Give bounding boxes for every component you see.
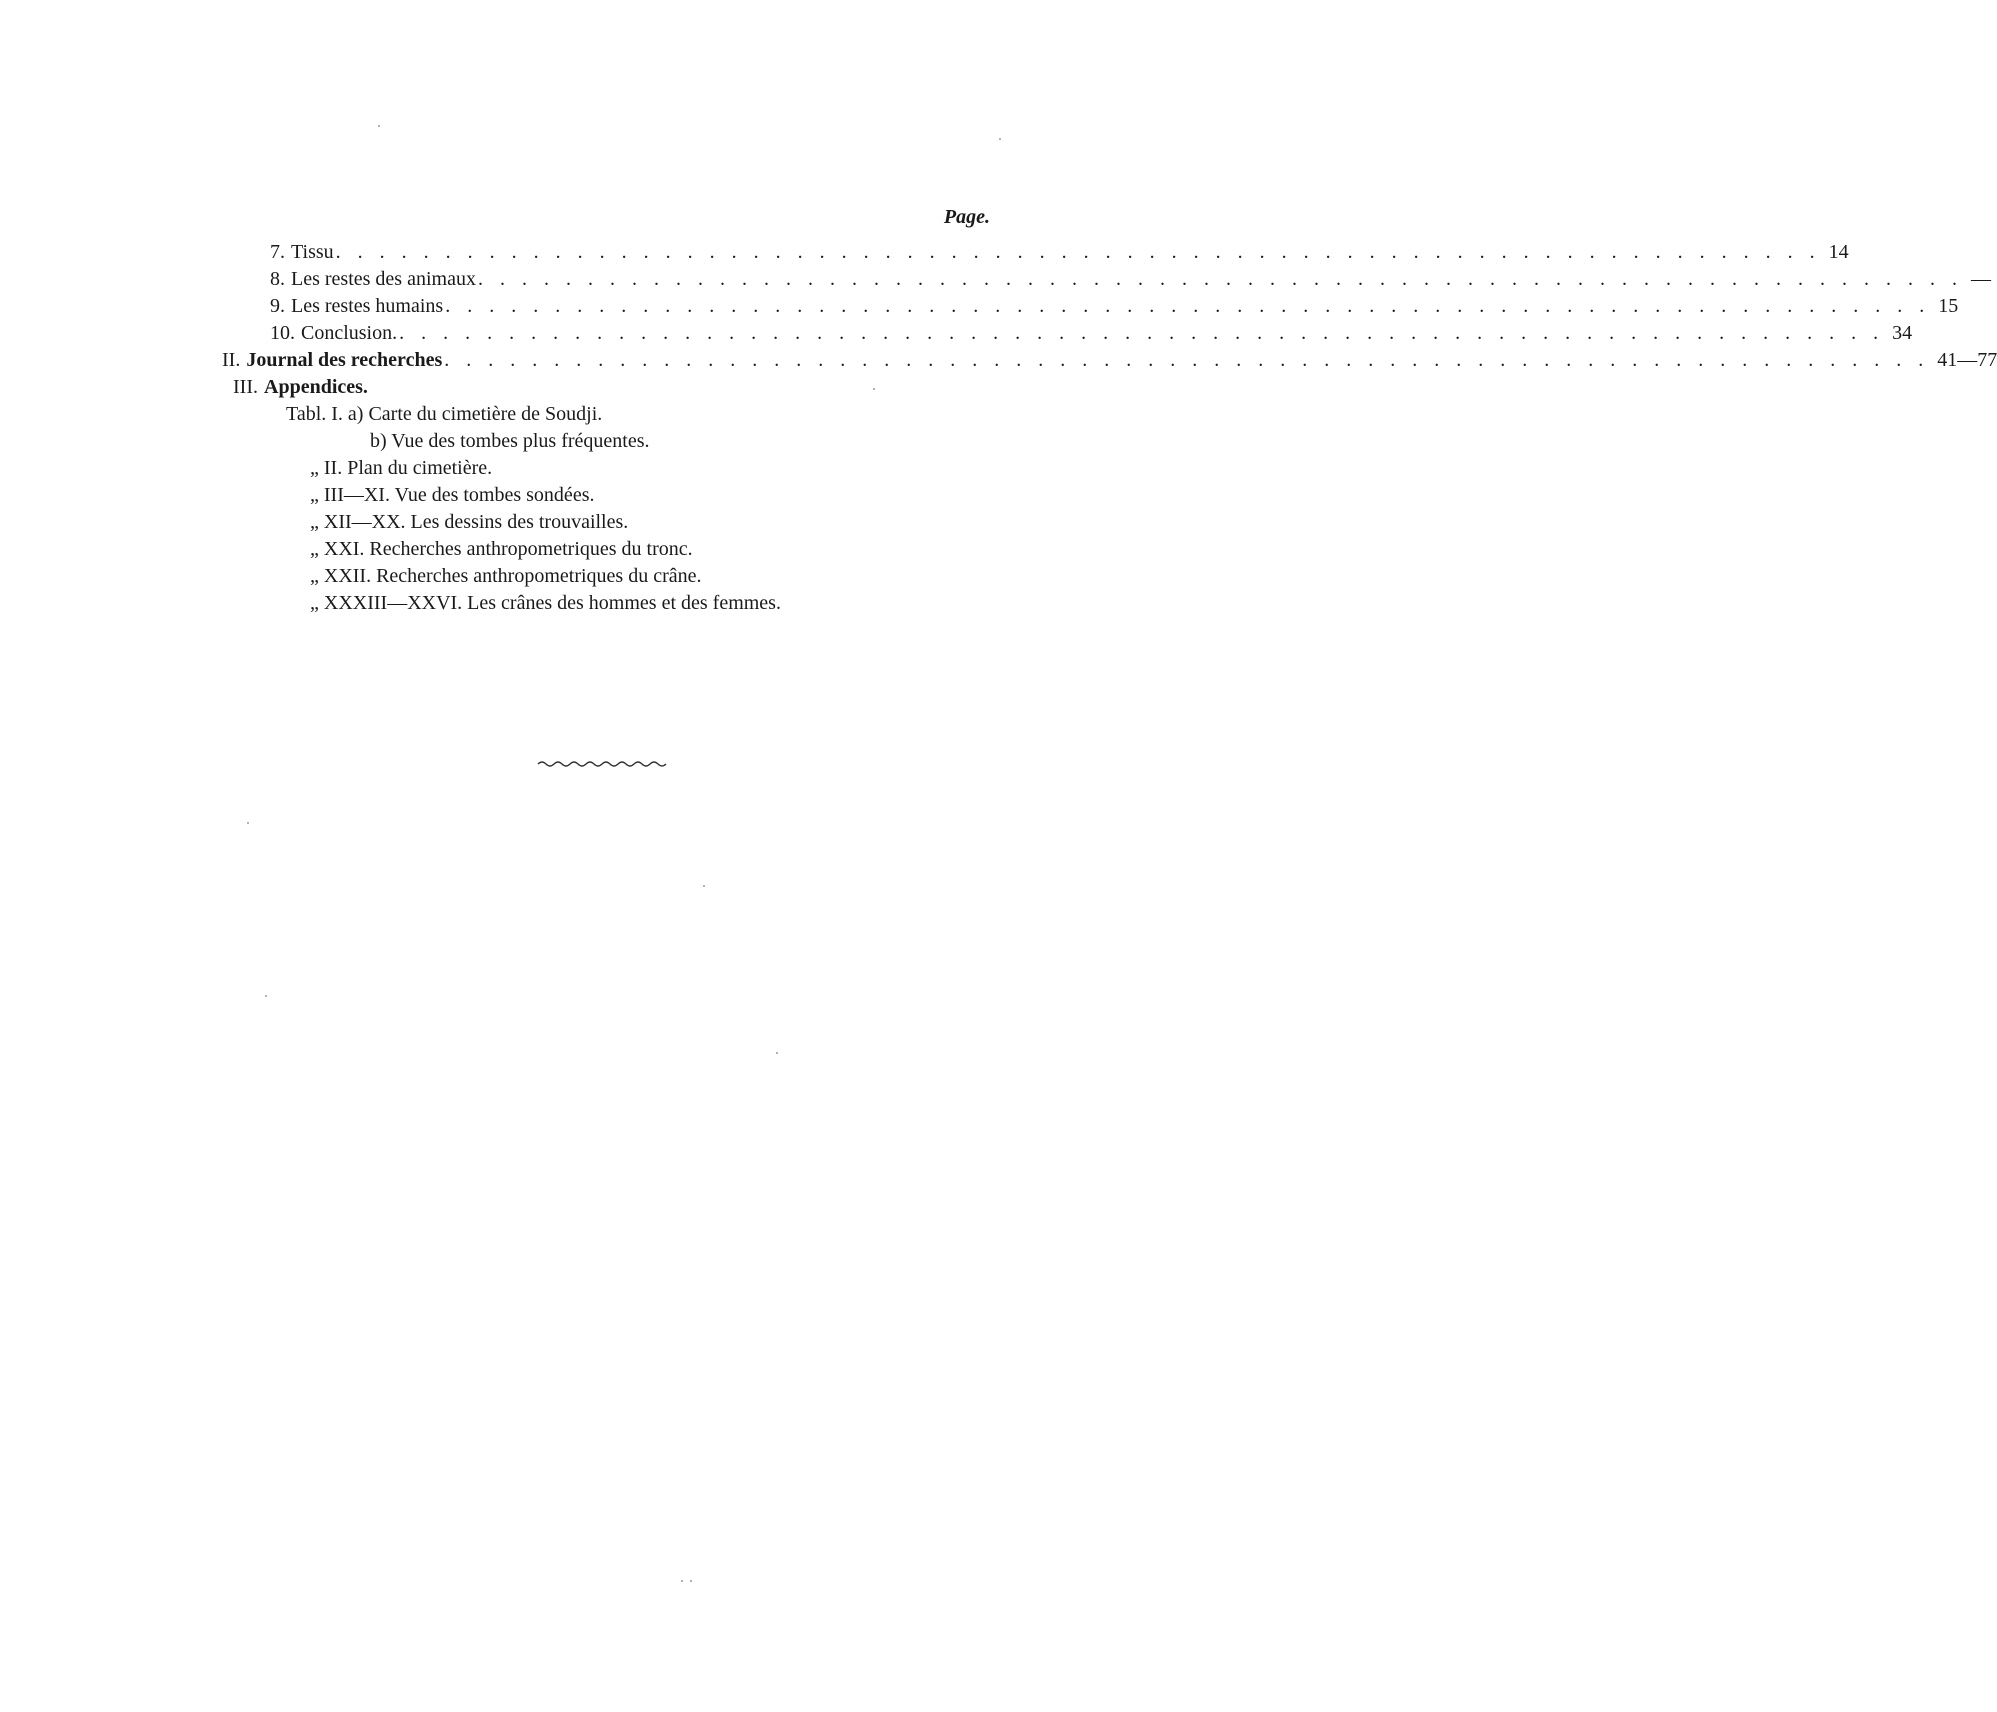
section-label: Journal des recherches xyxy=(246,349,443,371)
toc-entry-8 xyxy=(270,266,1991,292)
appendix-line-tabl-i-a: Tabl. I. a) Carte du cimetière de Soudji. xyxy=(286,403,603,425)
section-page: 41—77 xyxy=(1937,349,1997,371)
dot-leader: . . . . . . . . . . . . . . . . . . . . . . . . . . . . . . . . . . . . . . . . . . . . . . . . . . . . . . . . . . . . . . . . . . . . xyxy=(445,295,1931,317)
dot-leader: . . . . . . . . . . . . . . . . . . . . . . . . . . . . . . . . . . . . . . . . . . . . . . . . . . . . . . . . . . . . . . . . . . . . xyxy=(335,241,1821,263)
page-column-heading: Page. xyxy=(943,206,990,228)
appendix-line-xxii: „ XXII. Recherches anthropometriques du crâne. xyxy=(310,565,702,587)
dot-leader: . . . . . . . . . . . . . . . . . . . . . . . . . . . . . . . . . . . . . . . . . . . . . . . . . . . . . . . . . . . . . . . . . . . . xyxy=(444,349,1930,371)
scan-speck xyxy=(703,885,705,887)
entry-label: Les restes humains xyxy=(291,295,444,317)
appendix-line-xxxiii-xxvi: „ XXXIII—XXVI. Les crânes des hommes et des femmes. xyxy=(310,592,781,614)
entry-label: Tissu xyxy=(291,241,334,263)
entry-label: Les restes des animaux xyxy=(291,268,476,290)
dot-leader: . . . . . . . . . . . . . . . . . . . . . . . . . . . . . . . . . . . . . . . . . . . . . . . . . . . . . . . . . . . . . . . . . . . . xyxy=(399,322,1885,344)
entry-number: 7. xyxy=(270,241,285,263)
section-number: II. xyxy=(222,349,241,371)
entry-page: 14 xyxy=(1828,241,1849,263)
wavy-ornament xyxy=(538,758,668,770)
section-number: III. xyxy=(233,376,258,398)
entry-page: 34 xyxy=(1892,322,1913,344)
scan-speck xyxy=(247,822,249,824)
appendix-line-tabl-i-b: b) Vue des tombes plus fréquentes. xyxy=(370,430,650,452)
toc-section-ii xyxy=(222,347,1997,373)
scan-speck xyxy=(681,1580,683,1582)
toc-entry-9 xyxy=(270,293,1959,319)
entry-number: 10. xyxy=(270,322,295,344)
scan-speck xyxy=(873,388,875,390)
toc-section-iii xyxy=(214,374,614,400)
scan-speck xyxy=(378,125,380,127)
section-label: Appendices. xyxy=(264,376,368,398)
entry-label: Conclusion. xyxy=(301,322,398,344)
appendix-line-ii: „ II. Plan du cimetière. xyxy=(310,457,493,479)
appendix-line-xii-xx: „ XII—XX. Les dessins des trouvailles. xyxy=(310,511,629,533)
scan-speck xyxy=(776,1052,778,1054)
dot-leader: . . . . . . . . . . . . . . . . . . . . . . . . . . . . . . . . . . . . . . . . . . . . . . . . . . . . . . . . . . . . . . . . . . . . xyxy=(477,268,1963,290)
scan-speck xyxy=(999,138,1001,140)
toc-entry-7 xyxy=(270,239,1849,265)
toc-entry-10 xyxy=(270,320,1913,346)
scan-speck xyxy=(690,1580,692,1582)
appendix-line-xxi: „ XXI. Recherches anthropometriques du tronc. xyxy=(310,538,693,560)
entry-number: 9. xyxy=(270,295,285,317)
entry-page: — xyxy=(1970,268,1991,290)
scan-speck xyxy=(265,995,267,997)
appendix-line-iii-xi: „ III—XI. Vue des tombes sondées. xyxy=(310,484,595,506)
entry-page: 15 xyxy=(1938,295,1959,317)
entry-number: 8. xyxy=(270,268,285,290)
